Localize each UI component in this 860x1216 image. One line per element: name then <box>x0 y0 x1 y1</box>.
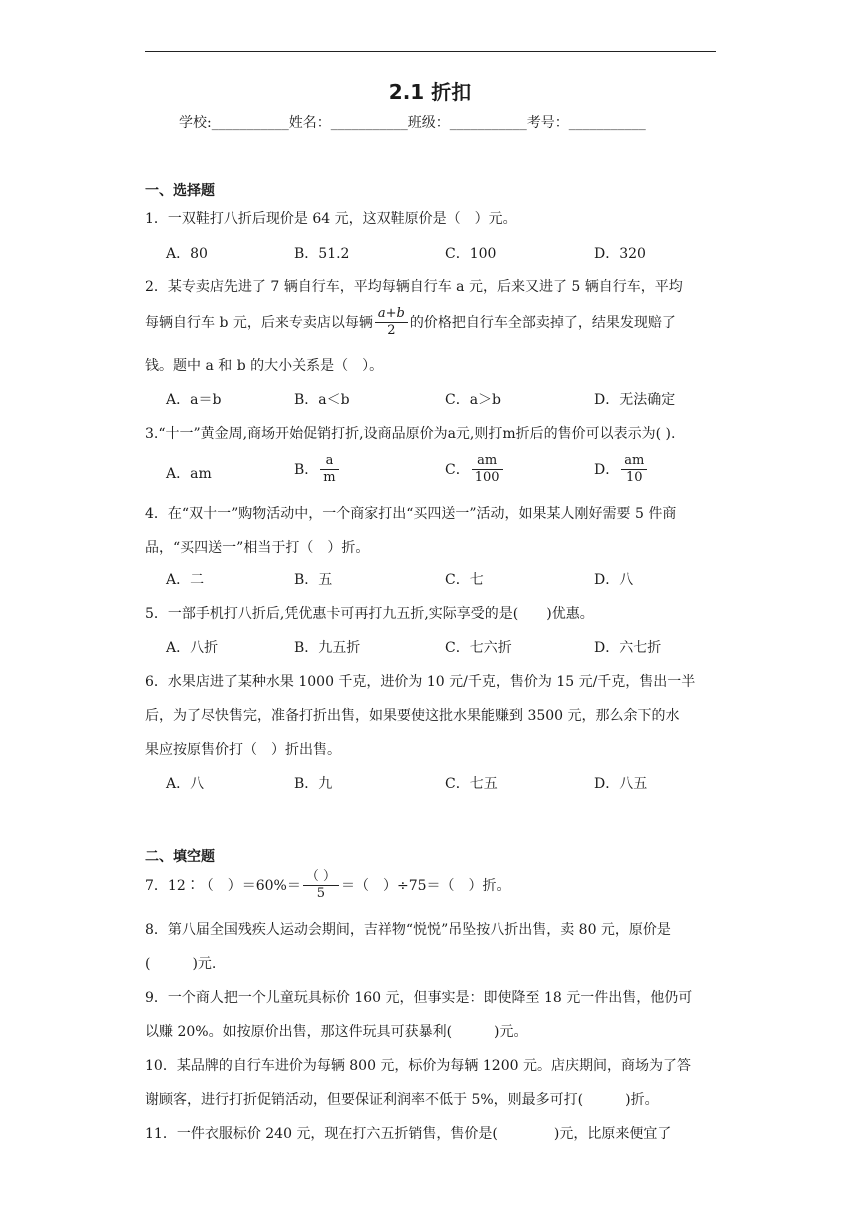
q4-option-d: D．八 <box>594 572 634 588</box>
q2-option-b: B．a＜b <box>294 392 350 408</box>
question-8-line-1: 8．第八届全国残疾人运动会期间，吉祥物“悦悦”吊坠按八折出售，卖 80 元，原价是 <box>145 922 671 938</box>
section-choice-heading: 一、选择题 <box>145 183 215 199</box>
question-4-line-2: 品，“买四送一”相当于打（ ）折。 <box>145 540 370 556</box>
q4-option-c: C．七 <box>445 572 484 588</box>
q7-fraction-denominator: 5 <box>316 886 326 902</box>
q4-option-a: A．二 <box>166 572 205 588</box>
question-6-line-2: 后，为了尽快售完，准备打折出售，如果要使这批水果能赚到 3500 元，那么余下的水 <box>145 708 680 724</box>
question-11-line-1: 11．一件衣服标价 240 元，现在打六五折销售，售价是( )元，比原来便宜了 <box>145 1126 672 1142</box>
question-2-line-3: 钱。题中 a 和 b 的大小关系是（ ）。 <box>145 358 384 374</box>
q3-b-numerator: a <box>320 453 338 470</box>
header-rule <box>145 51 716 52</box>
q1-option-b: B．51.2 <box>294 246 350 262</box>
question-4-line-1: 4．在“双十一”购物活动中，一个商家打出“买四送一”活动，如果某人刚好需要 5 件商 <box>145 506 677 522</box>
q3-option-b-label: B． <box>294 461 319 478</box>
question-3: 3.“十一”黄金周,商场开始促销打折,设商品原价为a元,则打m折后的售价可以表示为( ). <box>145 426 676 442</box>
q1-option-a: A．80 <box>166 246 208 262</box>
page-title: 2.1 折扣 <box>388 80 472 104</box>
question-6-line-1: 6．水果店进了某种水果 1000 千克，进价为 10 元/千克，售价为 15 元/千克，售出一半 <box>145 674 696 690</box>
q1-option-c: C．100 <box>445 246 497 262</box>
question-2-line-1: 2．某专卖店先进了 7 辆自行车，平均每辆自行车 a 元，后来又进了 5 辆自行车，平均 <box>145 279 683 295</box>
question-8-line-2: ( )元. <box>145 956 217 972</box>
q3-option-c-label: C． <box>445 461 470 478</box>
q7-fraction-numerator: （ ） <box>303 869 339 886</box>
q3-option-d-label: D． <box>594 461 620 478</box>
q6-option-b: B．九 <box>294 776 333 792</box>
question-6-line-3: 果应按原售价打（ ）折出售。 <box>145 742 341 758</box>
q3-d-denominator: 10 <box>626 470 643 486</box>
q5-option-b: B．九五折 <box>294 640 361 656</box>
q2-line2-post: 的价格把自行车全部卖掉了，结果发现赔了 <box>409 314 676 331</box>
q2-option-c: C．a＞b <box>445 392 502 408</box>
q7-fraction <box>303 869 339 903</box>
question-10-line-1: 10．某品牌的自行车进价为每辆 800 元，标价为每辆 1200 元。店庆期间，商场为了答 <box>145 1058 691 1074</box>
q6-option-c: C．七五 <box>445 776 498 792</box>
q2-line2-pre: 每辆自行车 b 元，后来专卖店以每辆 <box>145 314 373 331</box>
q3-option-b <box>294 453 341 487</box>
q2-fraction <box>375 306 408 340</box>
q1-option-d: D．320 <box>594 246 646 262</box>
question-2-line-2 <box>145 306 676 340</box>
q5-option-a: A．八折 <box>166 640 219 656</box>
q3-option-b-fraction <box>320 453 338 487</box>
q3-b-denominator: m <box>323 470 336 486</box>
q4-option-b: B．五 <box>294 572 333 588</box>
question-7 <box>145 869 511 903</box>
q7-pre: 7．12∶（ ）＝60%＝ <box>145 877 301 894</box>
student-info-line: 学校:___________姓名：___________班级：___________考号：___________ <box>179 115 646 131</box>
question-1: 1．一双鞋打八折后现价是 64 元，这双鞋原价是（ ）元。 <box>145 211 517 227</box>
q3-option-d <box>594 453 649 487</box>
q2-option-a: A．a＝b <box>166 392 222 408</box>
question-10-line-2: 谢顾客，进行打折促销活动，但要保证利润率不低于 5%，则最多可打( )折。 <box>145 1092 659 1108</box>
q5-option-d: D．六七折 <box>594 640 662 656</box>
q5-option-c: C．七六折 <box>445 640 512 656</box>
q2-option-d: D．无法确定 <box>594 392 676 408</box>
q3-c-numerator: am <box>472 453 503 470</box>
q2-fraction-numerator: a+b <box>375 306 408 323</box>
q7-post: ＝（ ）÷75＝（ ）折。 <box>340 877 511 894</box>
question-9-line-2: 以赚 20%。如按原价出售，那这件玩具可获暴利( )元。 <box>145 1024 528 1040</box>
q3-option-d-fraction <box>621 453 647 487</box>
section-fill-heading: 二、填空题 <box>145 849 215 865</box>
q3-d-numerator: am <box>621 453 647 470</box>
q3-option-c <box>445 453 505 487</box>
q2-fraction-denominator: 2 <box>387 323 396 339</box>
question-5: 5．一部手机打八折后,凭优惠卡可再打九五折,实际享受的是( )优惠。 <box>145 606 594 622</box>
q3-c-denominator: 100 <box>474 470 500 486</box>
q6-option-d: D．八五 <box>594 776 648 792</box>
question-9-line-1: 9．一个商人把一个儿童玩具标价 160 元，但事实是：即使降至 18 元一件出售，他仍可 <box>145 990 693 1006</box>
q3-option-c-fraction <box>472 453 503 487</box>
q3-option-a: A．am <box>166 466 212 482</box>
q6-option-a: A．八 <box>166 776 205 792</box>
